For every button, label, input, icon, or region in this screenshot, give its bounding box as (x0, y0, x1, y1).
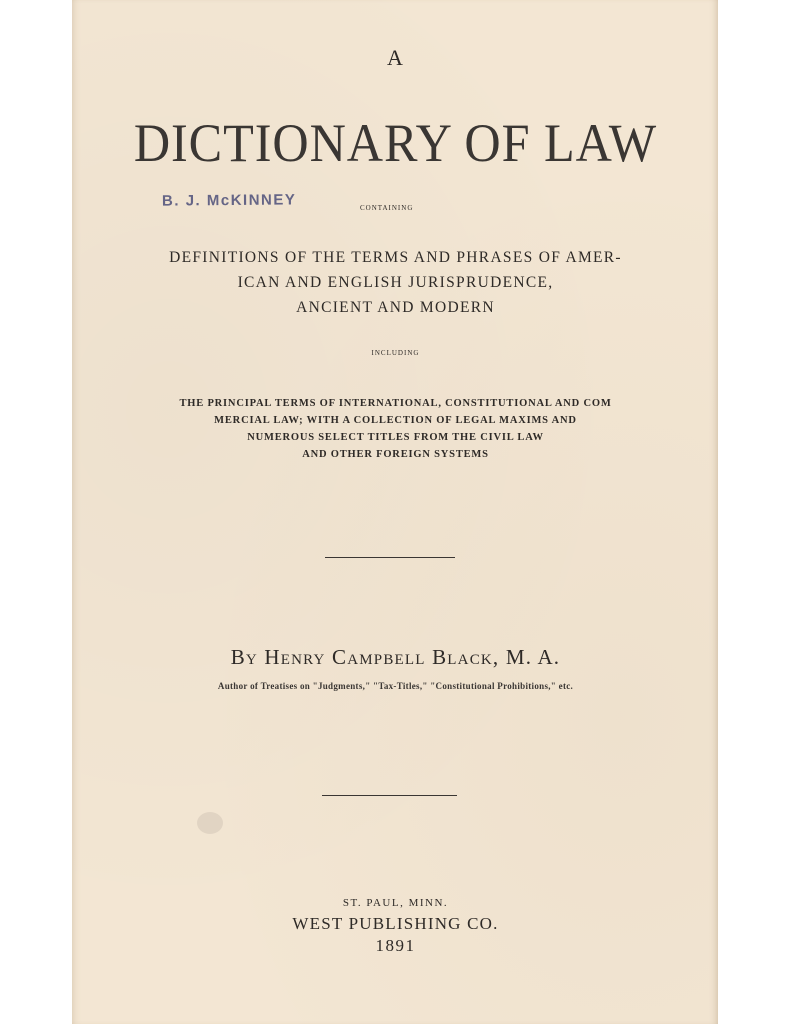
divider-rule (325, 557, 455, 558)
principal-line: AND OTHER FOREIGN SYSTEMS (302, 449, 489, 460)
author-name: By Henry Campbell Black, M. A. (230, 645, 561, 669)
owner-stamp: B. J. McKINNEY (161, 191, 297, 210)
paper-stain (197, 812, 223, 834)
definitions-block (0, 245, 791, 320)
publisher-name: WEST PUBLISHING CO. (292, 914, 499, 933)
principal-line: THE PRINCIPAL TERMS OF INTERNATIONAL, CONSTITUTIONAL AND COM (179, 398, 612, 409)
principal-line: NUMEROUS SELECT TITLES FROM THE CIVIL LAW (247, 432, 544, 443)
author-line (0, 645, 791, 670)
publication-year: 1891 (375, 936, 416, 955)
definitions-line: ICAN AND ENGLISH JURISPRUDENCE, (237, 274, 554, 291)
principal-line: MERCIAL LAW; WITH A COLLECTION OF LEGAL MAXIMS AND (214, 415, 577, 426)
containing-label: CONTAINING (360, 204, 414, 212)
principal-terms-block (0, 395, 791, 463)
definitions-line: DEFINITIONS OF THE TERMS AND PHRASES OF AMER- (169, 249, 622, 266)
publication-place: ST. PAUL, MINN. (342, 897, 449, 909)
including-label: INCLUDING (371, 349, 420, 357)
divider-rule (322, 795, 457, 796)
title-article: A (387, 45, 404, 70)
page-title: DICTIONARY OF LAW (133, 113, 658, 173)
author-credentials: Author of Treatises on "Judgments," "Tax-Titles," "Constitutional Prohibitions," etc. (217, 681, 574, 691)
definitions-line: ANCIENT AND MODERN (296, 299, 495, 316)
